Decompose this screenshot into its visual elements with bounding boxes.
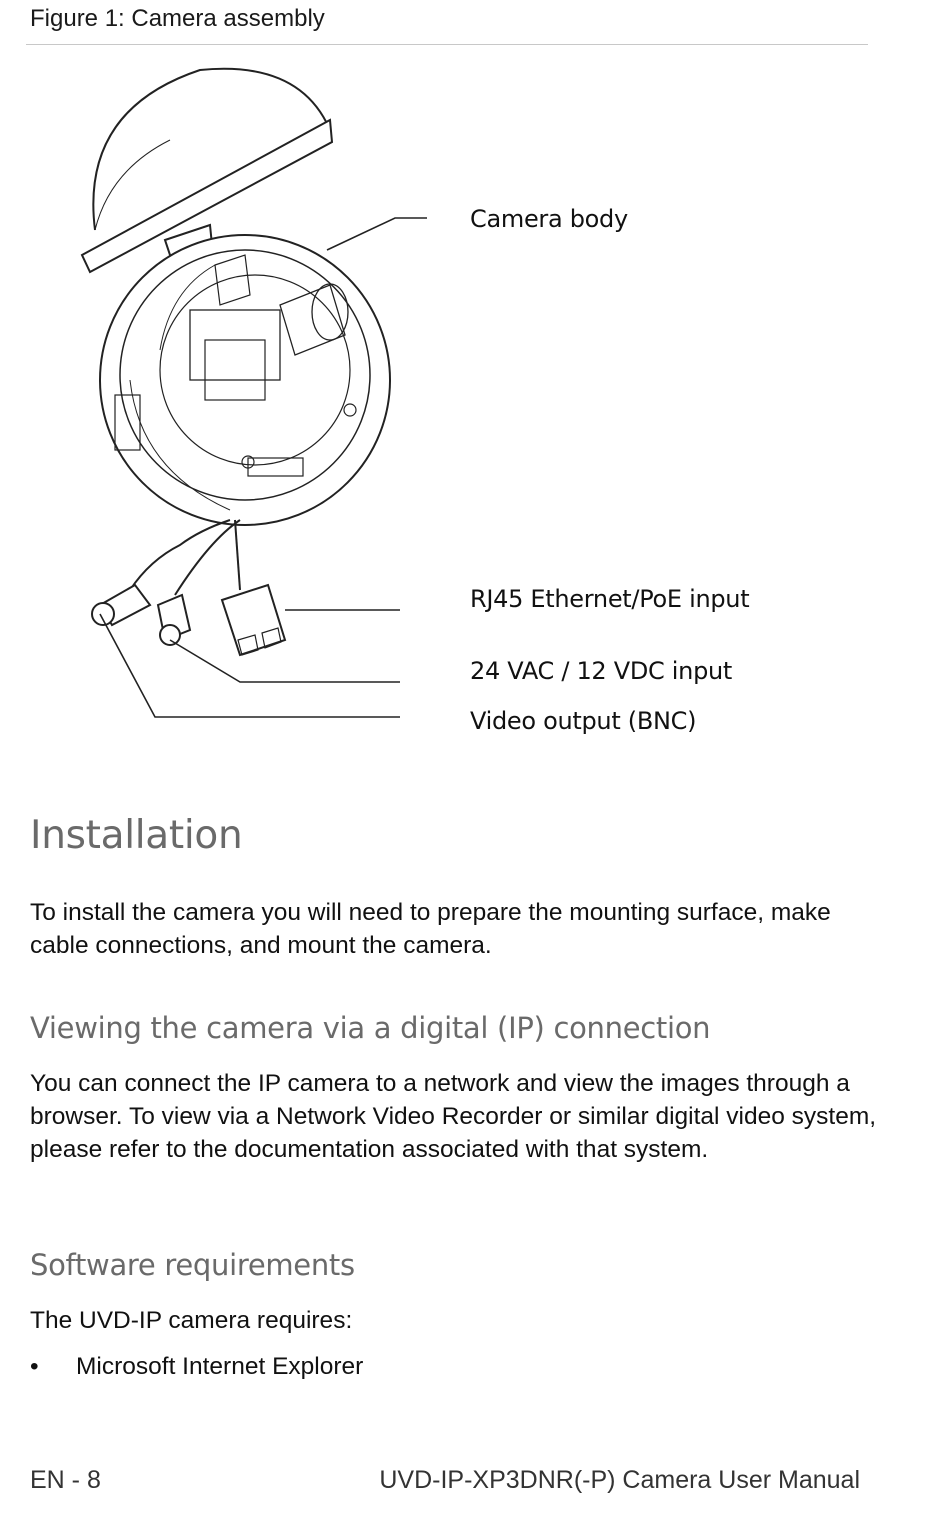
caption-divider	[26, 44, 868, 45]
list-item	[30, 1353, 363, 1381]
list-item-label: Microsoft Internet Explorer	[76, 1353, 364, 1380]
callout-video-output: Video output (BNC)	[470, 707, 697, 735]
figure-caption: Figure 1: Camera assembly	[30, 5, 325, 32]
callout-camera-body: Camera body	[470, 205, 628, 233]
software-heading: Software requirements	[30, 1248, 355, 1282]
callout-rj45-input: RJ45 Ethernet/PoE input	[470, 585, 750, 613]
installation-intro: To install the camera you will need to prepare the mounting surface, make cable connections, and mount the camera.	[30, 899, 831, 959]
bullet-icon: •	[30, 1353, 39, 1380]
viewing-heading: Viewing the camera via a digital (IP) connection	[30, 1011, 711, 1045]
installation-heading: Installation	[30, 813, 243, 858]
callout-power-input: 24 VAC / 12 VDC input	[470, 657, 733, 685]
page-number: EN - 8	[30, 1466, 101, 1494]
camera-assembly-figure	[0, 50, 950, 770]
viewing-body: You can connect the IP camera to a network and view the images through a browser. To view via a Network Video Recorder or similar digital video system, please refer to the documentation associated with that system.	[30, 1070, 877, 1163]
software-intro: The UVD-IP camera requires:	[30, 1307, 353, 1334]
manual-title: UVD-IP-XP3DNR(-P) Camera User Manual	[379, 1466, 860, 1494]
